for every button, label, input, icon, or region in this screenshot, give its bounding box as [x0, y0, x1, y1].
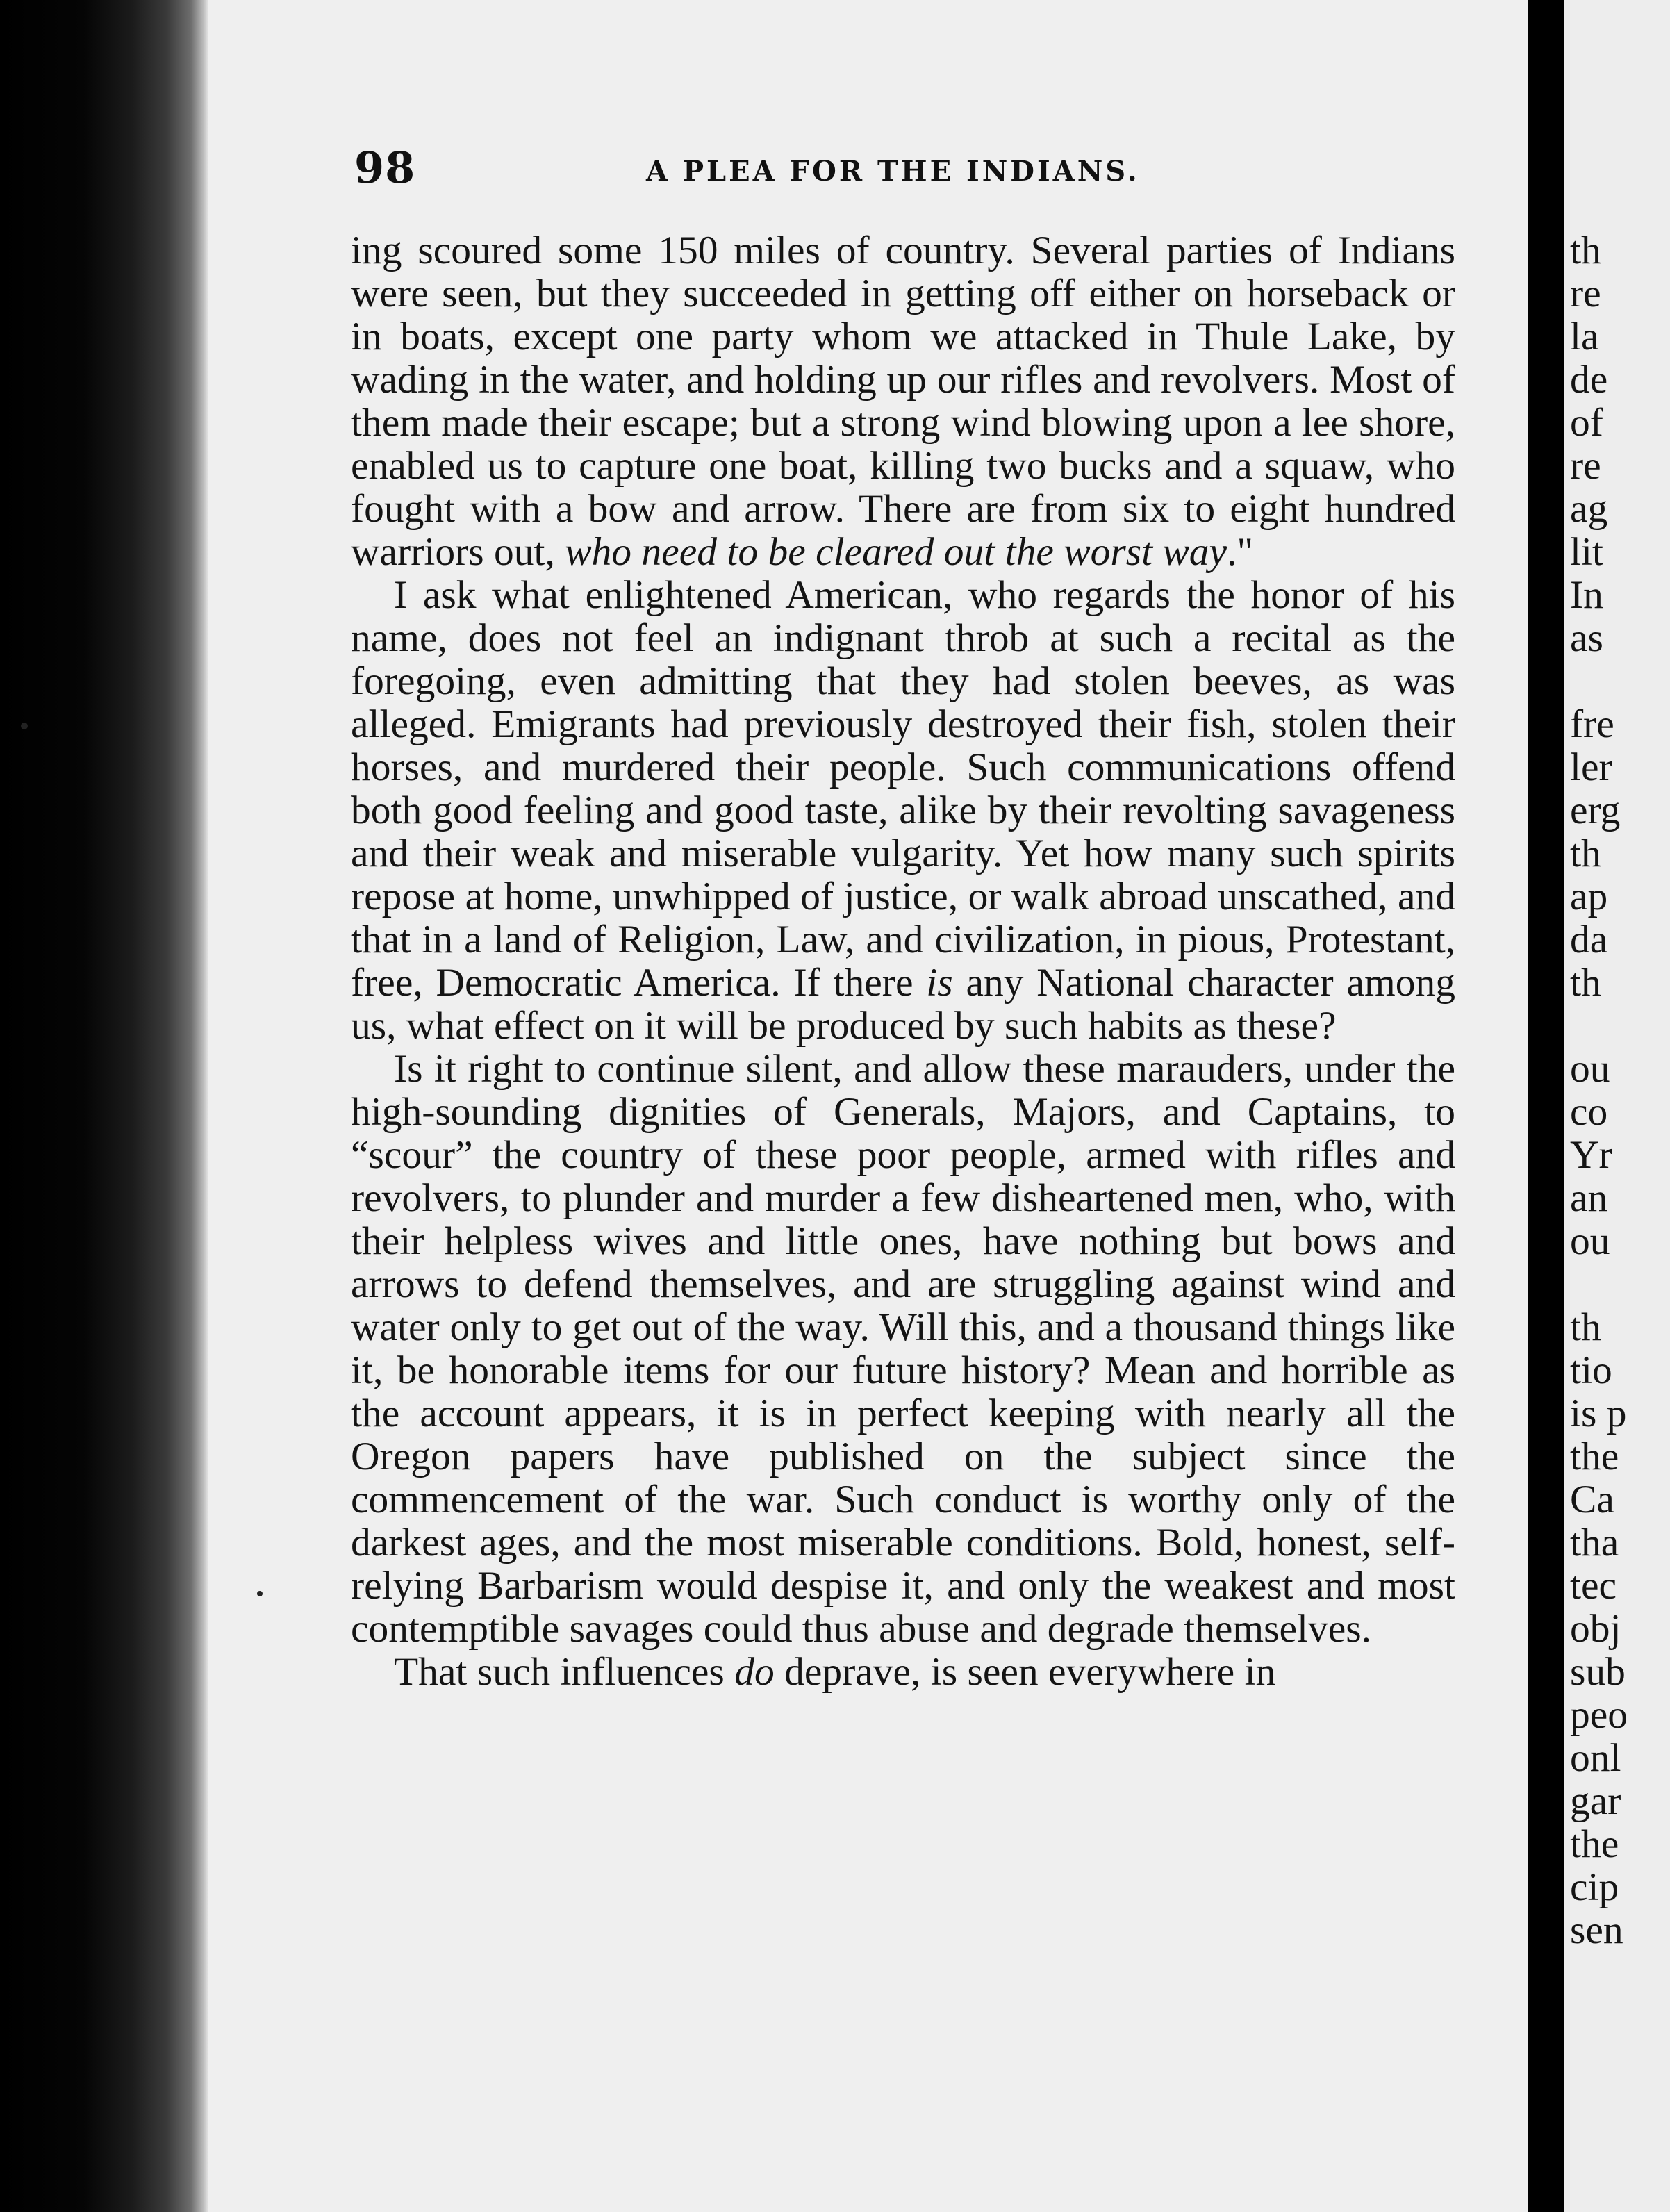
- page-number: 98: [354, 142, 416, 193]
- facing-page-fragment: the: [1570, 1822, 1619, 1866]
- facing-page-fragment: sub: [1570, 1650, 1626, 1694]
- facing-page-fragment: Yr: [1570, 1133, 1612, 1177]
- facing-page-fragment: obj: [1570, 1607, 1621, 1651]
- facing-page-fragment: of: [1570, 401, 1603, 445]
- facing-page-fragment: la: [1570, 315, 1599, 358]
- facing-page-fragment: ler: [1570, 745, 1612, 789]
- facing-page-fragment: th: [1570, 1305, 1601, 1349]
- paragraph: [351, 1651, 1455, 1694]
- paragraph: [351, 574, 1455, 1048]
- facing-page: [1564, 0, 1670, 2212]
- italic-text-run: who need to be cleared out the worst way: [565, 530, 1227, 574]
- text-run: any National character among us, what effect on it will be produced by such habits as these?: [351, 961, 1456, 1048]
- paragraph: [351, 1048, 1455, 1651]
- text-run: Is it right to continue silent, and allow these marauders, under the high-sounding dignities of Generals, Majors, and Captains, to “scour” the country of these poor people, armed with rifles and revolvers, to plunder and murder a few disheartened men, who, with their helpless wives and little ones, have nothing but bows and arrows to defend themselves, and are struggling against wind and water only to get out of the way. Will this, and a thousand things like it, be honorable items for our future history? Mean and horrible as the account appears, it is in perfect keeping with nearly all the Oregon papers have published on the subject since the commencement of the war. Such conduct is worthy only of the darkest ages, and the most miserable conditions. Bold, honest, self-relying Barbarism would despise it, and only the weakest and most contemptible savages could thus abuse and degrade themselves.: [351, 1047, 1455, 1651]
- facing-page-fragment: re: [1570, 272, 1601, 315]
- text-run: ing scoured some 150 miles of country. Several parties of Indians were seen, but they succeeded in getting off either on horseback or in boats, except one party whom we attacked in Thule Lake, by wading in the water, and holding up our rifles and revolvers. Most of them made their escape; but a strong wind blowing upon a lee shore, enabled us to capture one boat, killing two bucks and a squaw, who fought with a bow and arrow. There are from six to eight hundred warriors out,: [351, 229, 1455, 574]
- facing-page-fragment: the: [1570, 1435, 1619, 1478]
- facing-page-fragment: da: [1570, 918, 1608, 961]
- print-speck: [257, 1591, 263, 1596]
- facing-page-fragment: is p: [1570, 1392, 1627, 1435]
- print-speck: [21, 723, 28, 729]
- facing-page-fragment: ap: [1570, 875, 1608, 918]
- facing-page-fragment: as: [1570, 616, 1603, 660]
- body-text: [351, 229, 1455, 1694]
- running-title: A PLEA FOR THE INDIANS.: [646, 155, 1140, 188]
- italic-text-run: do: [734, 1650, 775, 1694]
- facing-page-fragment: re: [1570, 444, 1601, 488]
- text-run: .": [1227, 530, 1253, 574]
- facing-page-fragment: fre: [1570, 702, 1614, 746]
- text-run: I ask what enlightened American, who regards the honor of his name, does not feel an indignant throb at such a recital as the foregoing, even admitting that they had stolen beeves, as was alleged. Emigrants had previously destroyed their fish, stolen their horses, and murdered their people. Such communications offend both good feeling and good taste, alike by their revolting savageness and their weak and miserable vulgarity. Yet how many such spirits repose at home, unwhipped of justice, or walk abroad unscathed, and that in a land of Religion, Law, and civilization, in pious, Protestant, free, Democratic America. If there: [351, 573, 1455, 1005]
- facing-page-fragment: sen: [1570, 1908, 1623, 1952]
- facing-page-fragment: tha: [1570, 1521, 1619, 1565]
- facing-page-fragment: an: [1570, 1176, 1608, 1220]
- facing-page-fragment: peo: [1570, 1693, 1628, 1737]
- facing-page-fragment: th: [1570, 961, 1601, 1005]
- facing-page-fragment: ou: [1570, 1219, 1610, 1263]
- text-run: That such influences: [394, 1650, 735, 1694]
- paragraph: [351, 229, 1455, 574]
- facing-page-fragment: tio: [1570, 1348, 1612, 1392]
- book-binding-shadow: [0, 0, 208, 2212]
- facing-page-fragment: cip: [1570, 1865, 1619, 1909]
- facing-page-fragment: onl: [1570, 1736, 1621, 1780]
- facing-page-fragment: de: [1570, 358, 1608, 402]
- facing-page-fragment: tec: [1570, 1564, 1617, 1608]
- facing-page-fragment: lit: [1570, 530, 1603, 574]
- facing-page-fragment: gar: [1570, 1779, 1621, 1823]
- page-gutter: [1528, 0, 1564, 2212]
- facing-page-fragment: th: [1570, 832, 1601, 875]
- running-head: [354, 142, 1438, 198]
- facing-page-fragment: co: [1570, 1090, 1608, 1134]
- italic-text-run: is: [926, 961, 953, 1005]
- text-run: deprave, is seen everywhere in: [774, 1650, 1276, 1694]
- facing-page-fragment: ag: [1570, 487, 1608, 531]
- facing-page-fragment: erg: [1570, 789, 1621, 832]
- facing-page-fragment: th: [1570, 229, 1601, 272]
- facing-page-fragment: ou: [1570, 1047, 1610, 1091]
- facing-page-fragment: In: [1570, 573, 1603, 617]
- facing-page-fragment: Ca: [1570, 1478, 1614, 1521]
